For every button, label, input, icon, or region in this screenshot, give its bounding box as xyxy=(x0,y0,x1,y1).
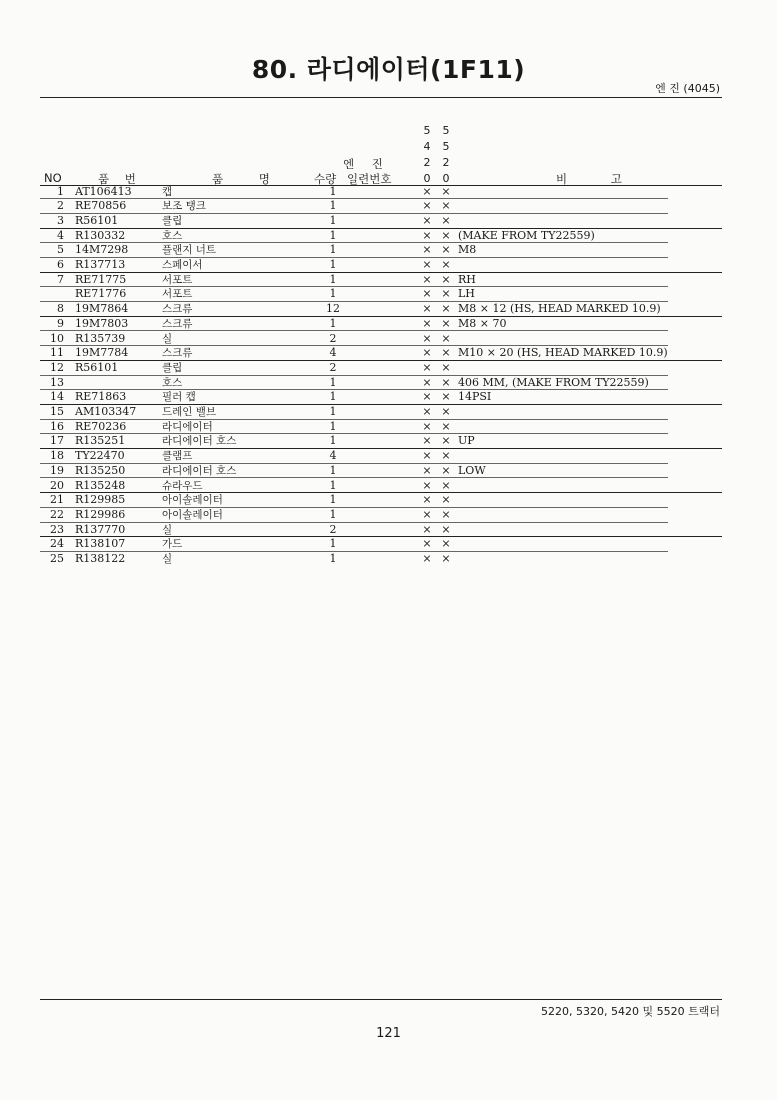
cell-no: 13 xyxy=(50,375,64,389)
cell-name: 스크류 xyxy=(162,317,193,330)
header-quantity: 수량 xyxy=(314,172,337,186)
cell-qty: 1 xyxy=(329,507,337,521)
cell-x1: × xyxy=(422,522,432,536)
table-row xyxy=(0,214,777,229)
cell-x1: × xyxy=(422,507,432,521)
engine-label: 엔 진 (4045) xyxy=(655,82,720,95)
cell-qty: 1 xyxy=(329,419,337,433)
table-row xyxy=(0,346,777,361)
cell-name: 아이솔레이터 xyxy=(162,494,223,507)
cell-qty: 1 xyxy=(329,552,337,565)
cell-name: 실 xyxy=(162,523,173,536)
cell-no: 17 xyxy=(50,434,64,448)
cell-x1: × xyxy=(422,405,432,418)
cell-x2: × xyxy=(441,213,451,227)
cell-no: 16 xyxy=(50,419,64,433)
header-engine: 엔 진 xyxy=(343,157,383,171)
cell-pn: R129986 xyxy=(75,507,126,521)
cell-qty: 1 xyxy=(329,243,337,257)
cell-name: 캡 xyxy=(162,185,173,198)
cell-remark: LOW xyxy=(458,463,486,477)
cell-pn: R135248 xyxy=(75,478,126,492)
table-row xyxy=(0,185,777,200)
cell-remark: M8 × 12 (HS, HEAD MARKED 10.9) xyxy=(458,302,661,316)
cell-remark: M8 xyxy=(458,243,477,257)
cell-qty: 2 xyxy=(329,522,337,536)
cell-qty: 1 xyxy=(329,199,337,213)
cell-no: 1 xyxy=(57,184,64,198)
table-row xyxy=(0,449,777,464)
cell-x1: × xyxy=(422,272,432,286)
cell-pn: R135251 xyxy=(75,434,126,448)
cell-pn: R138107 xyxy=(75,537,126,551)
cell-x2: × xyxy=(441,537,451,551)
table-row xyxy=(0,258,777,273)
cell-pn: AT106413 xyxy=(75,184,132,198)
cell-x2: × xyxy=(441,419,451,433)
cell-name: 드레인 밸브 xyxy=(162,406,217,418)
header-part-number: 품 번 xyxy=(98,172,136,186)
cell-name: 라디에이터 호스 xyxy=(162,464,237,477)
cell-x2: × xyxy=(441,434,451,448)
table-row xyxy=(0,332,777,347)
cell-no: 8 xyxy=(57,302,64,316)
cell-x1: × xyxy=(422,478,432,492)
cell-x2: × xyxy=(441,228,451,242)
cell-x2: × xyxy=(441,375,451,389)
cell-no: 7 xyxy=(57,272,64,286)
cell-qty: 12 xyxy=(326,302,340,316)
cell-x1: × xyxy=(422,360,432,374)
table-row xyxy=(0,493,777,508)
cell-qty: 1 xyxy=(329,493,337,507)
cell-x2: × xyxy=(441,302,451,316)
table-row xyxy=(0,479,777,494)
table-row xyxy=(0,287,777,302)
cell-remark: LH xyxy=(458,287,475,301)
cell-x2: × xyxy=(441,331,451,345)
cell-no: 20 xyxy=(50,478,64,492)
cell-name: 클립 xyxy=(162,361,183,374)
cell-name: 슈라우드 xyxy=(162,479,203,492)
table-row xyxy=(0,199,777,214)
model-col1-digit: 5 xyxy=(423,124,431,137)
table-row xyxy=(0,361,777,376)
cell-name: 스페이서 xyxy=(162,259,203,271)
cell-x1: × xyxy=(422,552,432,565)
cell-no: 5 xyxy=(57,243,64,257)
cell-x1: × xyxy=(422,537,432,551)
model-col2-digit: 2 xyxy=(442,156,450,169)
cell-pn: RE71776 xyxy=(75,287,127,301)
cell-no: 18 xyxy=(50,449,64,463)
cell-no: 9 xyxy=(57,316,64,330)
header-no: NO xyxy=(44,171,62,185)
cell-x2: × xyxy=(441,272,451,286)
cell-name: 실 xyxy=(162,332,173,345)
cell-x2: × xyxy=(441,493,451,507)
page-number: 121 xyxy=(376,1026,401,1041)
cell-x1: × xyxy=(422,213,432,227)
cell-name: 클립 xyxy=(162,214,183,227)
cell-no: 15 xyxy=(50,405,64,418)
cell-pn: R129985 xyxy=(75,493,126,507)
cell-no: 10 xyxy=(50,331,64,345)
table-row xyxy=(0,464,777,479)
table-row xyxy=(0,273,777,288)
cell-x1: × xyxy=(422,287,432,301)
cell-no: 4 xyxy=(57,228,64,242)
cell-no: 14 xyxy=(50,390,64,404)
cell-remark: (MAKE FROM TY22559) xyxy=(458,228,595,242)
model-col2-digit: 5 xyxy=(442,140,450,153)
cell-x2: × xyxy=(441,478,451,492)
cell-remark: M10 × 20 (HS, HEAD MARKED 10.9) xyxy=(458,346,668,360)
cell-qty: 4 xyxy=(329,346,337,360)
cell-x2: × xyxy=(441,507,451,521)
cell-no: 19 xyxy=(50,463,64,477)
cell-x2: × xyxy=(441,199,451,213)
page-title: 80. 라디에이터(1F11) xyxy=(251,55,526,84)
table-row xyxy=(0,508,777,523)
cell-name: 스크류 xyxy=(162,347,193,360)
cell-x2: × xyxy=(441,390,451,404)
table-row xyxy=(0,552,777,567)
table-row xyxy=(0,229,777,244)
cell-qty: 1 xyxy=(329,463,337,477)
header-remarks: 비 고 xyxy=(556,172,622,186)
cell-pn: RE71775 xyxy=(75,272,127,286)
cell-x1: × xyxy=(422,449,432,463)
cell-no: 6 xyxy=(57,258,64,271)
cell-x2: × xyxy=(441,184,451,198)
cell-qty: 1 xyxy=(329,390,337,404)
model-col1-digit: 0 xyxy=(423,172,431,185)
table-row xyxy=(0,376,777,391)
cell-x2: × xyxy=(441,405,451,418)
cell-pn: 19M7803 xyxy=(75,316,129,330)
table-row xyxy=(0,420,777,435)
cell-x1: × xyxy=(422,243,432,257)
cell-x2: × xyxy=(441,552,451,565)
header-serial: 일련번호 xyxy=(347,172,392,186)
cell-x1: × xyxy=(422,375,432,389)
cell-name: 서포트 xyxy=(162,273,193,286)
cell-pn: R137770 xyxy=(75,522,126,536)
cell-name: 서포트 xyxy=(162,288,193,301)
cell-name: 스크류 xyxy=(162,303,193,316)
cell-x2: × xyxy=(441,287,451,301)
cell-remark: RH xyxy=(458,272,476,286)
cell-name: 라디에이터 xyxy=(162,420,213,433)
cell-pn: R135739 xyxy=(75,331,126,345)
cell-name: 가드 xyxy=(162,538,183,551)
cell-qty: 2 xyxy=(329,331,337,345)
cell-x1: × xyxy=(422,434,432,448)
cell-x1: × xyxy=(422,302,432,316)
table-row xyxy=(0,390,777,405)
cell-x1: × xyxy=(422,346,432,360)
cell-x1: × xyxy=(422,184,432,198)
cell-qty: 1 xyxy=(329,478,337,492)
cell-name: 클램프 xyxy=(162,450,193,463)
cell-no: 11 xyxy=(50,346,64,360)
cell-pn: 19M7864 xyxy=(75,302,129,316)
cell-pn: R135250 xyxy=(75,463,126,477)
cell-x1: × xyxy=(422,493,432,507)
footer-model: 5220, 5320, 5420 및 5520 트랙터 xyxy=(541,1005,720,1018)
cell-remark: UP xyxy=(458,434,475,448)
cell-qty: 1 xyxy=(329,258,337,271)
cell-qty: 1 xyxy=(329,405,337,418)
cell-qty: 1 xyxy=(329,213,337,227)
cell-x2: × xyxy=(441,463,451,477)
cell-name: 아이솔레이터 xyxy=(162,508,223,521)
footer-rule xyxy=(40,999,722,1000)
cell-name: 호스 xyxy=(162,229,183,242)
cell-x1: × xyxy=(422,228,432,242)
cell-qty: 1 xyxy=(329,316,337,330)
cell-x1: × xyxy=(422,390,432,404)
cell-x2: × xyxy=(441,258,451,271)
cell-pn: RE71863 xyxy=(75,390,127,404)
header-part-name: 품 명 xyxy=(212,172,270,186)
cell-name: 보조 탱크 xyxy=(162,200,206,213)
cell-x2: × xyxy=(441,360,451,374)
cell-name: 필러 캡 xyxy=(162,391,196,404)
cell-qty: 1 xyxy=(329,375,337,389)
cell-qty: 1 xyxy=(329,537,337,551)
cell-name: 플랜지 너트 xyxy=(162,244,217,257)
table-row xyxy=(0,317,777,332)
cell-qty: 1 xyxy=(329,228,337,242)
cell-name: 라디에이터 호스 xyxy=(162,435,237,448)
cell-qty: 1 xyxy=(329,184,337,198)
cell-no: 12 xyxy=(50,360,64,374)
cell-pn: R56101 xyxy=(75,360,119,374)
table-row xyxy=(0,434,777,449)
cell-x2: × xyxy=(441,346,451,360)
cell-x1: × xyxy=(422,331,432,345)
model-col2-digit: 5 xyxy=(442,124,450,137)
cell-x2: × xyxy=(441,522,451,536)
cell-name: 실 xyxy=(162,553,173,565)
cell-pn: R137713 xyxy=(75,258,126,271)
cell-pn: R138122 xyxy=(75,552,126,565)
cell-no: 21 xyxy=(50,493,64,507)
cell-pn: AM103347 xyxy=(75,405,137,418)
cell-pn: RE70856 xyxy=(75,199,127,213)
cell-x2: × xyxy=(441,243,451,257)
cell-x1: × xyxy=(422,316,432,330)
cell-pn: RE70236 xyxy=(75,419,127,433)
cell-no: 24 xyxy=(50,537,64,551)
model-col2-digit: 0 xyxy=(442,172,450,185)
table-row xyxy=(0,523,777,538)
cell-pn: 19M7784 xyxy=(75,346,129,360)
table-row xyxy=(0,302,777,317)
cell-x1: × xyxy=(422,463,432,477)
cell-x1: × xyxy=(422,419,432,433)
cell-pn: R130332 xyxy=(75,228,126,242)
model-col1-digit: 2 xyxy=(423,156,431,169)
cell-no: 25 xyxy=(50,552,64,565)
cell-pn: 14M7298 xyxy=(75,243,129,257)
cell-x1: × xyxy=(422,199,432,213)
table-row xyxy=(0,537,777,552)
cell-remark: 14PSI xyxy=(458,390,492,404)
cell-qty: 2 xyxy=(329,360,337,374)
cell-remark: 406 MM, (MAKE FROM TY22559) xyxy=(458,375,649,389)
cell-x1: × xyxy=(422,258,432,271)
title-rule xyxy=(40,97,722,98)
cell-qty: 1 xyxy=(329,434,337,448)
cell-name: 호스 xyxy=(162,376,183,389)
table-row xyxy=(0,243,777,258)
cell-qty: 4 xyxy=(329,449,337,463)
cell-qty: 1 xyxy=(329,287,337,301)
table-row xyxy=(0,405,777,420)
cell-no: 3 xyxy=(57,213,64,227)
cell-x2: × xyxy=(441,316,451,330)
cell-remark: M8 × 70 xyxy=(458,316,507,330)
cell-no: 2 xyxy=(57,199,64,213)
cell-pn: TY22470 xyxy=(75,449,125,463)
cell-qty: 1 xyxy=(329,272,337,286)
cell-x2: × xyxy=(441,449,451,463)
cell-no: 23 xyxy=(50,522,64,536)
cell-pn: R56101 xyxy=(75,213,119,227)
cell-no: 22 xyxy=(50,507,64,521)
model-col1-digit: 4 xyxy=(423,140,431,153)
